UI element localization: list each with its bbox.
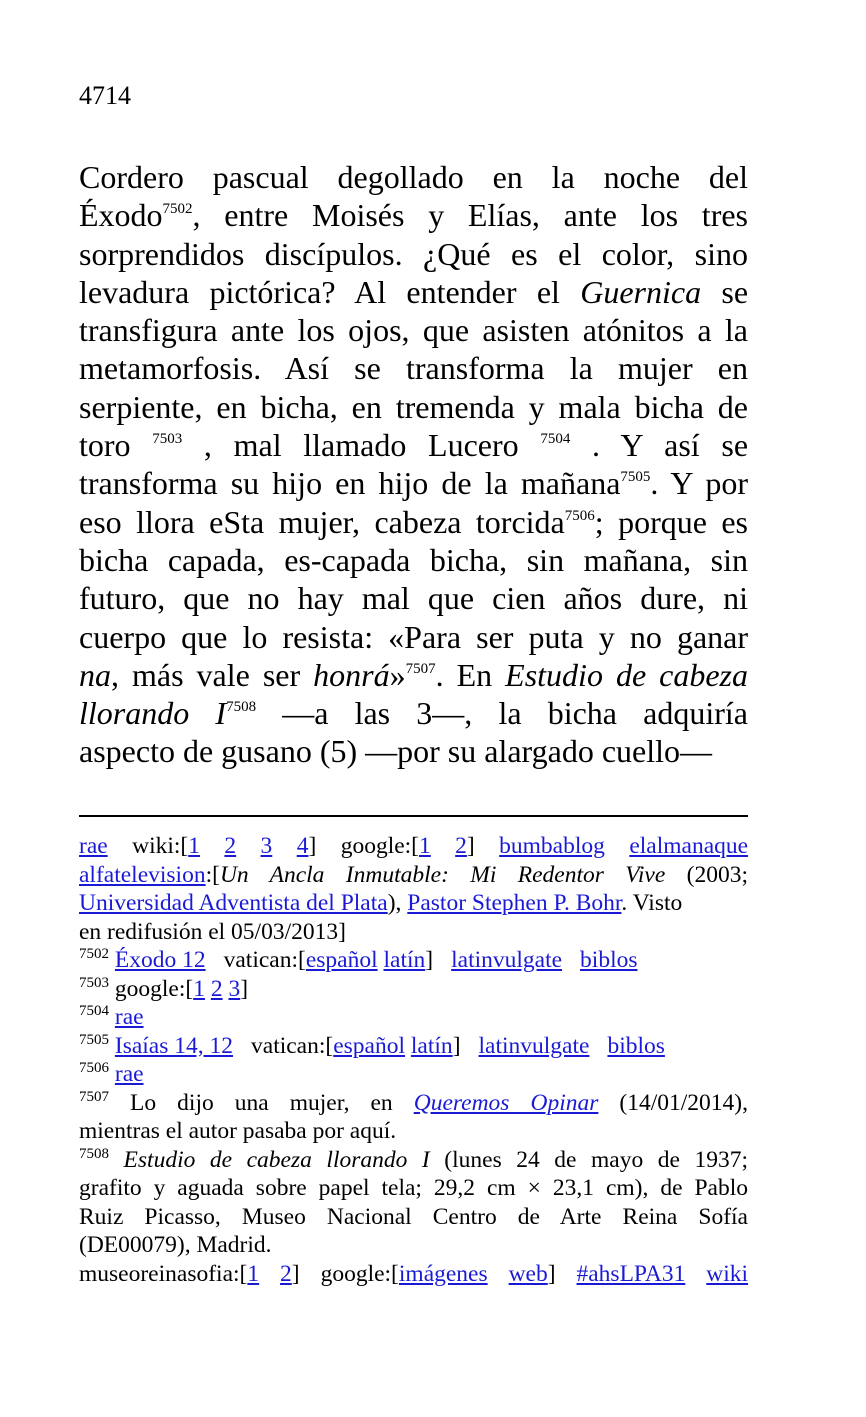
body-line: na, más vale ser honrá»$^{7507}$. En Estudio de cabeza <box>79 656 748 693</box>
body-line: llorando $I^{7508}$ —a las 3—, la bicha adquiría <box>79 695 749 732</box>
link-rae[interactable]: rae <box>79 833 108 859</box>
footnote-ref-7508: 7508 <box>226 699 257 716</box>
body-line: toro $^{7503}$ , mal llamado Lucero $^{7504}$ . Y así se <box>79 427 749 464</box>
body-line: metamorfosis. Así se transforma la mujer en <box>79 350 748 387</box>
link-vatican-latin[interactable]: latín <box>383 947 426 973</box>
body-line: bicha capada, es-capada bicha, sin mañana, sin <box>79 541 748 578</box>
footnote-7505: $^{7505}$ Isaías 14, 12 vatican:[español latín] latinvulgate biblos <box>79 1031 665 1059</box>
footnote-number: 7504 <box>79 1003 109 1019</box>
footnote-number: 7506 <box>79 1060 109 1076</box>
footnote-line: Universidad Adventista del Plata), Pastor Stephen P. Bohr. Visto <box>79 890 683 916</box>
footnote-continuation <box>79 832 748 946</box>
link-google-3[interactable]: 3 <box>228 975 241 1002</box>
link-museo-2[interactable]: 2 <box>280 1260 292 1287</box>
footnote-number: 7502 <box>79 946 109 962</box>
link-google-2[interactable]: 2 <box>455 833 467 859</box>
link-alfatelevision[interactable]: alfatelevision <box>79 861 206 888</box>
link-pastor-bohr[interactable]: Pastor Stephen P. Bohr <box>407 890 622 916</box>
link-vatican-espanol[interactable]: español <box>305 947 378 973</box>
footnotes <box>79 832 748 1288</box>
link-rae[interactable]: rae <box>114 1004 144 1030</box>
link-biblos[interactable]: biblos <box>607 1032 665 1059</box>
footnote-number: 7503 <box>79 974 109 991</box>
footnote-ref-7506: 7506 <box>564 507 595 524</box>
footnote-number: 7508 <box>79 1145 109 1162</box>
footnote-separator <box>79 815 748 817</box>
footnote-7504 <box>79 1003 748 1032</box>
footnote-7508: $^{7508}$ Estudio de cabeza llorando I (lunes 24 de mayo de 1937; grafito y aguada sobre papel tela; 29,2 cm × 23,1 cm), de Pablo Ruiz Picasso, Museo Nacional Centro de Arte Reina Sofía (DE00079), Madrid. museoreinasofia:[1 2] google:[imágenes web] #ahsLPA31 wiki <box>79 1145 749 1287</box>
footnote-7507: $^{7507}$ Lo dijo una mujer, en Queremos Opinar (14/01/2014), mientras el autor pasaba por aquí. <box>79 1088 748 1144</box>
footnote-number: 7507 <box>79 1088 109 1105</box>
link-google-1[interactable]: 1 <box>419 833 431 859</box>
body-line: sorprendidos discípulos. ¿Qué es el color, sino <box>79 235 748 272</box>
link-bumbablog[interactable]: bumbablog <box>499 833 605 859</box>
link-wiki-3[interactable]: 3 <box>260 833 273 859</box>
link-exodo-12[interactable]: Éxodo 12 <box>114 947 206 973</box>
body-line: Éxodo$^{7502}$, entre Moisés y Elías, ante los tres <box>79 197 748 234</box>
link-hashtag[interactable]: #ahsLPA31 <box>576 1260 686 1287</box>
link-isaias[interactable]: Isaías 14, 12 <box>114 1032 234 1059</box>
link-google-2[interactable]: 2 <box>210 975 223 1002</box>
link-biblos[interactable]: biblos <box>580 947 638 973</box>
link-museo-1[interactable]: 1 <box>247 1260 260 1287</box>
footnote-ref-7507: 7507 <box>405 660 436 677</box>
link-universidad-adventista[interactable]: Universidad Adventista del Plata <box>79 890 388 916</box>
body-text <box>79 158 748 771</box>
body-line: cuerpo que lo resista: «Para ser puta y no ganar <box>79 618 748 655</box>
link-wiki[interactable]: wiki <box>706 1260 749 1287</box>
link-google-web[interactable]: web <box>508 1260 548 1287</box>
footnote-ref-7505: 7505 <box>620 469 651 486</box>
page-number: 4714 <box>79 81 131 110</box>
link-google-imagenes[interactable]: imágenes <box>398 1260 488 1287</box>
footnote-ref-7503: 7503 <box>152 431 183 448</box>
footnote-7502: $^{7502}$ Éxodo 12 vatican:[español latín] latinvulgate biblos <box>79 946 638 973</box>
footnote-ref-7504: 7504 <box>540 431 571 448</box>
link-wiki-2[interactable]: 2 <box>224 833 237 859</box>
body-line: futuro, que no hay mal que cien años dure, ni <box>79 580 748 617</box>
footnote-line: rae wiki:[1 2 3 4] google:[1 2] bumbablog elalmanaque <box>79 833 749 859</box>
body-line: transforma su hijo en hijo de la mañana$^{7505}$. Y por <box>79 465 748 502</box>
footnote-7503: $^{7503}$ google:[1 2 3] <box>79 974 249 1002</box>
link-latinvulgate[interactable]: latinvulgate <box>451 947 563 973</box>
body-line: transfigura ante los ojos, que asisten atónitos a la <box>79 312 748 349</box>
footnote-number: 7505 <box>79 1031 109 1048</box>
body-line: aspecto de gusano (5) —por su alargado cuello— <box>79 733 712 770</box>
link-rae[interactable]: rae <box>114 1061 144 1087</box>
link-latinvulgate[interactable]: latinvulgate <box>478 1032 590 1059</box>
body-line: serpiente, en bicha, en tremenda y mala bicha de <box>79 388 748 425</box>
link-queremos-opinar[interactable]: Queremos Opinar <box>413 1089 599 1116</box>
link-vatican-latin[interactable]: latín <box>410 1032 453 1059</box>
link-wiki-4[interactable]: 4 <box>296 833 309 859</box>
body-line: Cordero pascual degollado en la noche del <box>79 159 748 195</box>
link-elalmanaque[interactable]: elalmanaque <box>629 833 749 859</box>
link-google-1[interactable]: 1 <box>193 975 205 1002</box>
footnote-line: en redifusión el 05/03/2013] <box>79 918 346 945</box>
footnote-ref-7502: 7502 <box>162 201 193 218</box>
link-wiki-1[interactable]: 1 <box>188 833 200 859</box>
link-vatican-espanol[interactable]: español <box>333 1032 406 1059</box>
footnote-7506 <box>79 1060 748 1089</box>
footnote-line: alfatelevision:[Un Ancla Inmutable: Mi Redentor Vive (2003; <box>79 861 749 888</box>
body-line: levadura pictórica? Al entender el Guernica se <box>79 273 749 310</box>
body-line: eso llora eSta mujer, cabeza torcida$^{7506}$; porque es <box>79 503 749 540</box>
